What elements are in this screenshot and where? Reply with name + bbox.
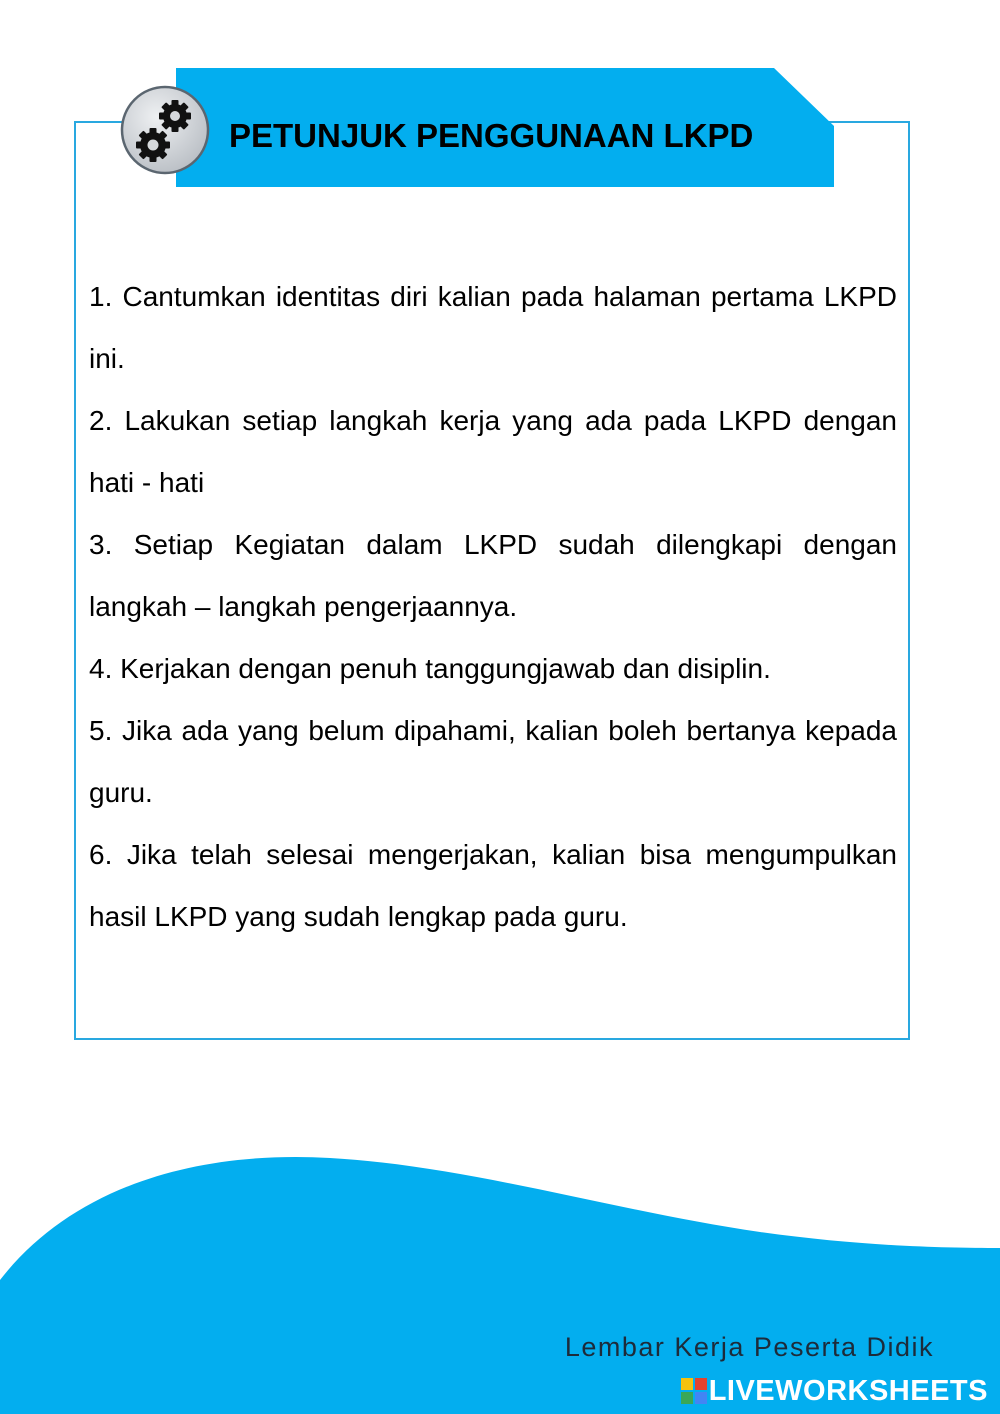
instruction-item: 2. Lakukan setiap langkah kerja yang ada pada LKPD dengan hati - hati (89, 405, 897, 498)
gears-icon (120, 85, 210, 175)
instruction-list (89, 266, 897, 948)
page-title: PETUNJUK PENGGUNAAN LKPD (229, 117, 754, 154)
liveworksheets-logo-icon (681, 1378, 707, 1404)
instruction-item: 1. Cantumkan identitas diri kalian pada halaman pertama LKPD ini. (89, 281, 897, 374)
liveworksheets-brand[interactable] (681, 1374, 988, 1408)
instruction-item: 3. Setiap Kegiatan dalam LKPD sudah dilengkapi dengan langkah – langkah pengerjaannya. (89, 529, 897, 622)
footer-caption: Lembar Kerja Peserta Didik (564, 1332, 934, 1362)
instruction-item: 4. Kerjakan dengan penuh tanggungjawab dan disiplin. (89, 653, 771, 684)
footer-wave (0, 1140, 1000, 1414)
brand-name: LIVEWORKSHEETS (708, 1374, 988, 1407)
instruction-item: 6. Jika telah selesai mengerjakan, kalian bisa mengumpulkan hasil LKPD yang sudah lengkap pada guru. (89, 839, 897, 932)
instruction-item: 5. Jika ada yang belum dipahami, kalian boleh bertanya kepada guru. (89, 715, 897, 808)
